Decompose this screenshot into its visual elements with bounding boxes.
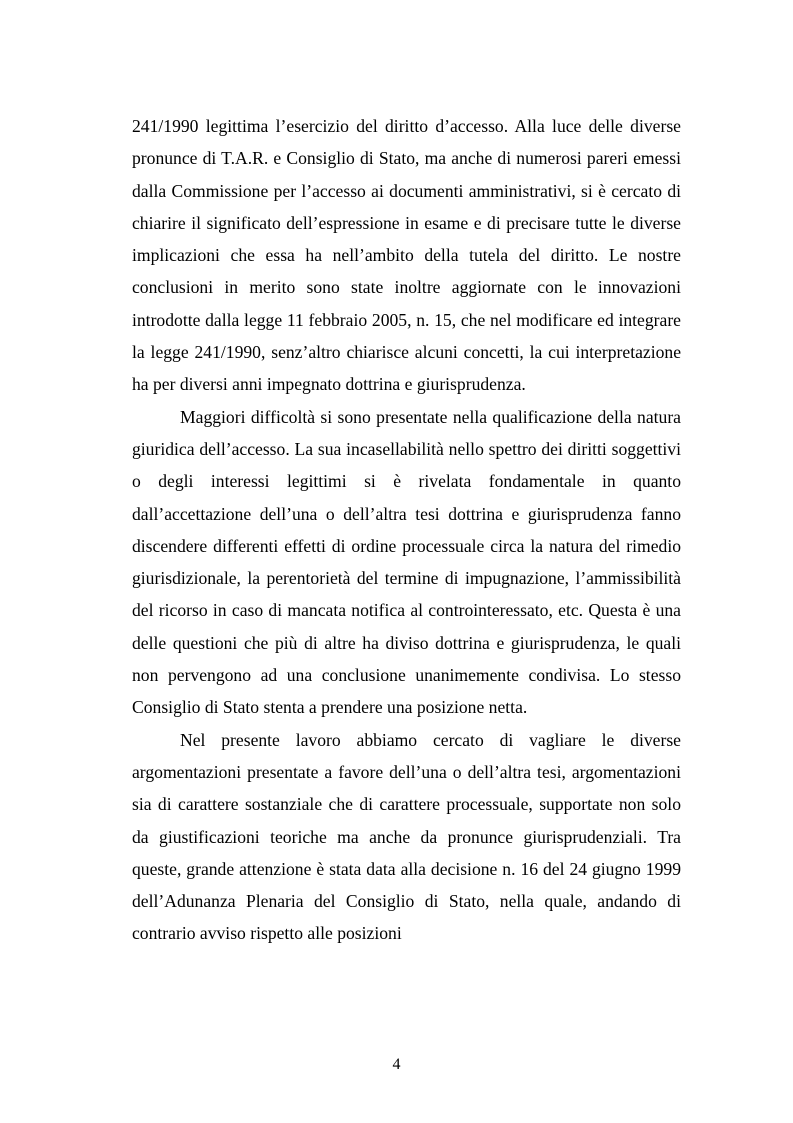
paragraph-legal-nature: Maggiori difficoltà si sono presentate nella qualificazione della natura giuridica dell’accesso. La sua incasellabilità nello spettro dei diritti soggettivi o degli interessi legittimi si è rivelata fondamentale in quanto dall’accettazione dell’una o dell’altra tesi dottrina e giurisprudenza fanno discendere differenti effetti di ordine processuale circa la natura del rimedio giurisdizionale, la perentorietà del termine di impugnazione, l’ammissibilità del ricorso in caso di mancata notifica al controinteressato, etc. Questa è una delle questioni che più di altre ha diviso dottrina e giurisprudenza, le quali non pervengono ad una conclusione unanimemente condivisa. Lo stesso Consiglio di Stato stenta a prendere una posizione netta. bbox=[132, 406, 681, 718]
paragraph-continuation: 241/1990 legittima l’esercizio del diritto d’accesso. Alla luce delle diverse pronunce di T.A.R. e Consiglio di Stato, ma anche di numerosi pareri emessi dalla Commissione per l’accesso ai documenti amministrativi, si è cercato di chiarire il significato dell’espressione in esame e di precisare tutte le diverse implicazioni che essa ha nell’ambito della tutela del diritto. Le nostre conclusioni in merito sono state inoltre aggiornate con le innovazioni introdotte dalla legge 11 febbraio 2005, n. 15, che nel modificare ed integrare la legge 241/1990, senz’altro chiarisce alcuni concetti, la cui interpretazione ha per diversi anni impegnato dottrina e giurisprudenza. bbox=[132, 116, 681, 395]
paragraph-present-work: Nel presente lavoro abbiamo cercato di vagliare le diverse argomentazioni presentate a favore dell’una o dell’altra tesi, argomentazioni sia di carattere sostanziale che di carattere processuale, supportate non solo da giustificazioni teoriche ma anche da pronunce giurisprudenziali. Tra queste, grande attenzione è stata data alla decisione n. 16 del 24 giugno 1999 dell’Adunanza Plenaria del Consiglio di Stato, nella quale, andando di contrario avviso rispetto alle posizioni bbox=[132, 729, 681, 944]
page-number: 4 bbox=[392, 1056, 401, 1073]
body-text bbox=[132, 110, 681, 950]
